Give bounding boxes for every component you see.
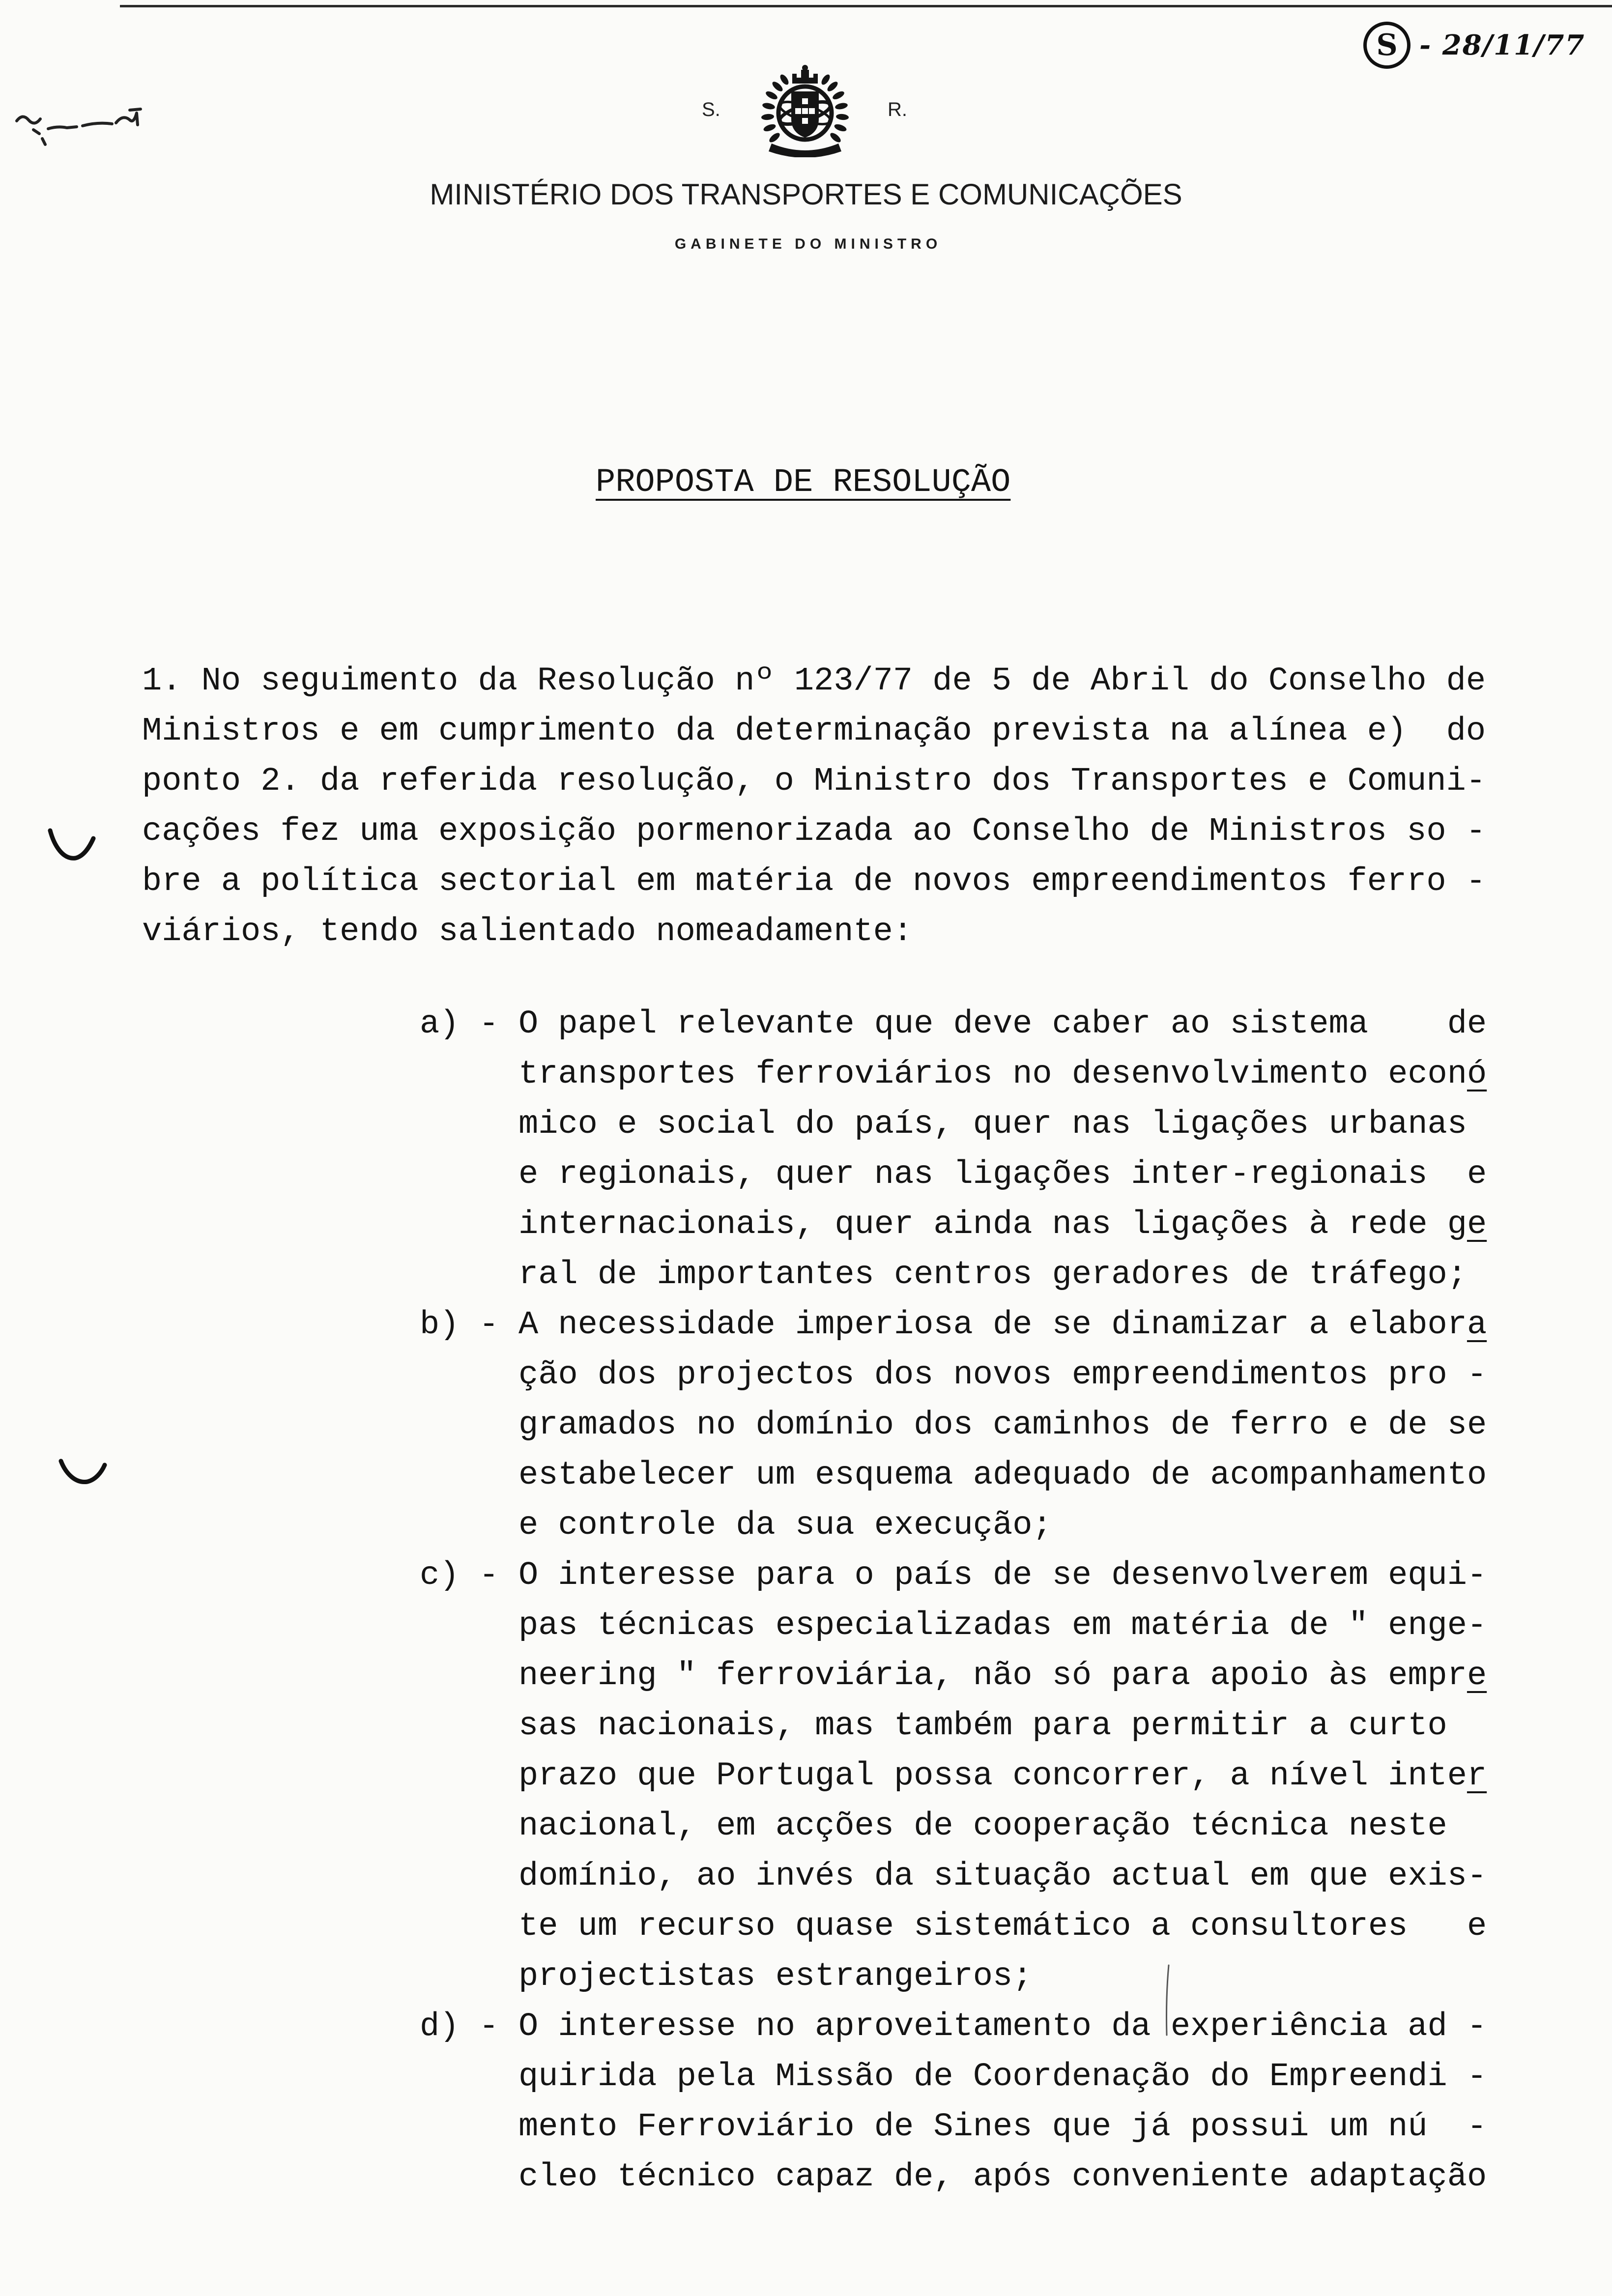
item-line-text: ção dos projectos dos novos empreendimentos pro - bbox=[518, 1356, 1487, 1394]
item-line bbox=[420, 1952, 1487, 2002]
hyphenation-underline: ó bbox=[1467, 1056, 1487, 1093]
list-item-d bbox=[420, 2002, 1487, 2202]
item-list bbox=[420, 999, 1487, 2202]
handwritten-scribble-icon bbox=[14, 104, 146, 149]
item-line-text: projectistas estrangeiros; bbox=[518, 1958, 1033, 1995]
item-line-text: quirida pela Missão de Coordenação do Empreendi - bbox=[518, 2058, 1487, 2095]
item-line bbox=[420, 999, 1487, 1049]
handwritten-reference bbox=[1363, 22, 1585, 69]
item-line-text: pas técnicas especializadas em matéria de " enge- bbox=[518, 1607, 1487, 1644]
item-line-text: mico e social do país, quer nas ligações urbanas bbox=[518, 1106, 1467, 1143]
item-line-text: e controle da sua execução; bbox=[518, 1507, 1052, 1544]
item-line bbox=[420, 1651, 1487, 1701]
item-line-text: O interesse no aproveitamento da experiência ad - bbox=[518, 2008, 1487, 2045]
paragraph-line: cações fez uma exposição pormenorizada ao Conselho de Ministros so - bbox=[142, 813, 1486, 850]
list-item-b bbox=[420, 1300, 1487, 1550]
item-label: a) bbox=[420, 1005, 460, 1043]
document-title: PROPOSTA DE RESOLUÇÃO bbox=[596, 464, 1011, 501]
item-line bbox=[420, 1801, 1487, 1851]
item-line bbox=[420, 1500, 1487, 1550]
hyphenation-underline: a bbox=[1467, 1306, 1487, 1344]
item-line-text: cleo técnico capaz de, após conveniente adaptação bbox=[518, 2158, 1487, 2196]
item-line bbox=[420, 2152, 1487, 2202]
item-line-text: prazo que Portugal possa concorrer, a nível inter bbox=[518, 1757, 1487, 1795]
pencil-mark-icon bbox=[1160, 1963, 1175, 2037]
item-line bbox=[420, 1450, 1487, 1500]
item-line bbox=[420, 1300, 1487, 1350]
item-line bbox=[420, 1049, 1487, 1099]
item-line-text: neering " ferroviária, não só para apoio às empre bbox=[518, 1657, 1487, 1694]
hyphenation-underline: r bbox=[1467, 1757, 1487, 1795]
item-label: b) bbox=[420, 1306, 460, 1344]
office-subheading: GABINETE DO MINISTRO bbox=[674, 236, 942, 252]
item-line-text: domínio, ao invés da situação actual em que exis- bbox=[518, 1858, 1487, 1895]
item-line-text: internacionais, quer ainda nas ligações à rede ge bbox=[518, 1206, 1487, 1243]
list-item-c bbox=[420, 1550, 1487, 2002]
item-line-text: A necessidade imperiosa de se dinamizar a elabora bbox=[518, 1306, 1487, 1344]
hyphenation-underline: e bbox=[1467, 1206, 1487, 1243]
paragraph-line: 1. No seguimento da Resolução nº 123/77 de 5 de Abril do Conselho de bbox=[142, 662, 1486, 700]
letterhead-initial-left: S. bbox=[702, 99, 720, 120]
item-line-text: te um recurso quase sistemático a consultores e bbox=[518, 1908, 1487, 1945]
paragraph-line: ponto 2. da referida resolução, o Ministro dos Transportes e Comuni- bbox=[142, 763, 1486, 800]
top-border-rule bbox=[120, 5, 1612, 7]
item-dash: - bbox=[479, 1306, 499, 1344]
item-line bbox=[420, 1400, 1487, 1450]
item-line bbox=[420, 1350, 1487, 1400]
item-line-text: O papel relevante que deve caber ao sistema de bbox=[518, 1005, 1487, 1043]
item-line bbox=[420, 1550, 1487, 1601]
item-line bbox=[420, 1250, 1487, 1300]
item-line bbox=[420, 1200, 1487, 1250]
item-label: d) bbox=[420, 2008, 460, 2045]
paragraph-line: viários, tendo salientado nomeadamente: bbox=[142, 913, 913, 950]
item-line-text: nacional, em acções de cooperação técnica neste bbox=[518, 1808, 1447, 1845]
item-line-text: O interesse para o país de se desenvolverem equi- bbox=[518, 1557, 1487, 1594]
letterhead-initial-right: R. bbox=[888, 99, 907, 120]
item-line-text: transportes ferroviários no desenvolvimento econó bbox=[518, 1056, 1487, 1093]
item-line-text: gramados no domínio dos caminhos de ferro e de se bbox=[518, 1406, 1487, 1444]
item-line-text: sas nacionais, mas também para permitir a curto bbox=[518, 1707, 1447, 1745]
ministry-heading: MINISTÉRIO DOS TRANSPORTES E COMUNICAÇÕES bbox=[430, 178, 1182, 211]
circled-letter: S bbox=[1363, 22, 1410, 69]
paragraph-line: Ministros e em cumprimento da determinação prevista na alínea e) do bbox=[142, 713, 1486, 750]
item-line-text: mento Ferroviário de Sines que já possui um nú - bbox=[518, 2108, 1487, 2146]
item-line bbox=[420, 2052, 1487, 2102]
item-dash: - bbox=[479, 1005, 499, 1043]
item-line bbox=[420, 1901, 1487, 1952]
item-line-text: estabelecer um esquema adequado de acompanhamento bbox=[518, 1457, 1487, 1494]
item-line bbox=[420, 1099, 1487, 1149]
item-label: c) bbox=[420, 1557, 460, 1594]
paragraph-1 bbox=[142, 656, 1486, 957]
item-line bbox=[420, 2102, 1487, 2152]
item-line-text: e regionais, quer nas ligações inter-regionais e bbox=[518, 1156, 1487, 1193]
item-dash: - bbox=[479, 2008, 499, 2045]
handwritten-check-mark-icon bbox=[58, 1457, 107, 1488]
item-line bbox=[420, 1601, 1487, 1651]
item-line bbox=[420, 1751, 1487, 1801]
paragraph-line: bre a política sectorial em matéria de novos empreendimentos ferro - bbox=[142, 863, 1486, 900]
item-line bbox=[420, 1149, 1487, 1200]
handwritten-date: - 28/11/77 bbox=[1419, 29, 1585, 61]
hyphenation-underline: e bbox=[1467, 1657, 1487, 1694]
handwritten-check-mark-icon bbox=[47, 826, 96, 865]
list-item-a bbox=[420, 999, 1487, 1300]
item-line bbox=[420, 1701, 1487, 1751]
item-dash: - bbox=[479, 1557, 499, 1594]
coat-of-arms-emblem-icon bbox=[746, 64, 864, 157]
item-line bbox=[420, 2002, 1487, 2052]
item-line bbox=[420, 1851, 1487, 1901]
item-line-text: ral de importantes centros geradores de tráfego; bbox=[518, 1256, 1467, 1293]
